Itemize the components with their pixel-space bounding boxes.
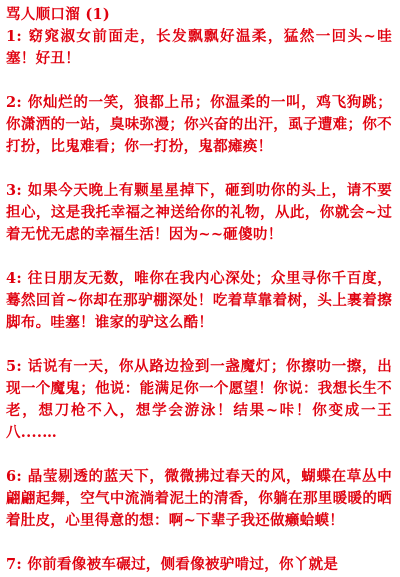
- paragraph-1: 1: 窈窕淑女前面走，长发飘飘好温柔，猛然一回头~哇塞！好丑！: [6, 28, 392, 67]
- paragraph-7: 7: 你前看像被车碾过，侧看像被驴啃过，你丫就是: [6, 556, 339, 573]
- paragraph-6: 6: 晶莹剔透的蓝天下，微微拂过春天的风，蝴蝶在草丛中翩翩起舞，空气中流淌着泥土的清香，你躺在那里暖暖的晒着肚皮，心里得意的想：啊~下辈子我还做癞蛤蟆！: [6, 468, 392, 529]
- document-title: 骂人顺口溜 (1): [6, 6, 111, 23]
- paragraph-2: 2: 你灿烂的一笑，狼都上吊；你温柔的一叫，鸡飞狗跳；你潇洒的一站，臭味弥漫；你兴奋的出汗，虱子遭难；你不打扮，比鬼难看；你一打扮，鬼都瘫痪！: [6, 94, 392, 155]
- paragraph-4: 4: 往日朋友无数，唯你在我内心深处；众里寻你千百度，蓦然回首~你却在那驴棚深处！吃着草靠着树，头上裹着擦脚布。哇塞！谁家的驴这么酷！: [6, 270, 392, 331]
- paragraph-3: 3: 如果今天晚上有颗星星掉下，砸到叻你的头上，请不要担心，这是我托幸福之神送给你的礼物，从此，你就会~过着无忧无虑的幸福生活！因为~~砸傻叻！: [6, 182, 392, 243]
- paragraph-5: 5: 话说有一天，你从路边捡到一盏魔灯；你擦叻一擦，出现一个魔鬼；他说：能满足你一个愿望！你说：我想长生不老，想刀枪不入，想学会游泳！结果~咔！你变成一王八....…: [6, 358, 392, 441]
